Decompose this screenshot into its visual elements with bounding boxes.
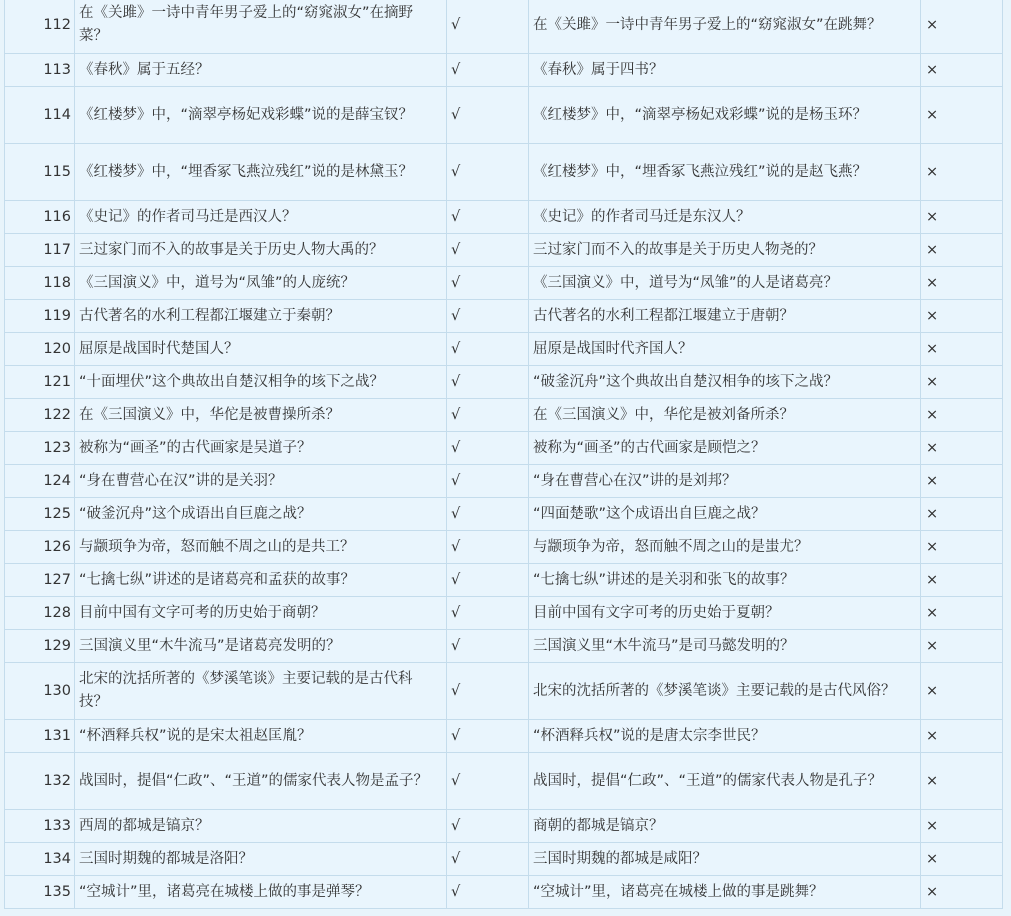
false-statement: 三国时期魏的都城是咸阳？ [529, 843, 921, 876]
false-statement: 《三国演义》中，道号为“凤雏”的人是诸葛亮？ [529, 267, 921, 300]
check-mark: √ [447, 333, 529, 366]
table-row [5, 630, 1003, 663]
true-statement: “破釜沉舟”这个成语出自巨鹿之战？ [75, 498, 447, 531]
table-row [5, 432, 1003, 465]
false-statement: “破釜沉舟”这个典故出自楚汉相争的垓下之战？ [529, 366, 921, 399]
cross-mark: × [921, 753, 1003, 810]
true-statement: 三过家门而不入的故事是关于历史人物大禹的？ [75, 234, 447, 267]
false-statement: 《春秋》属于四书？ [529, 54, 921, 87]
row-number: 113 [5, 54, 75, 87]
false-statement: 古代著名的水利工程都江堰建立于唐朝？ [529, 300, 921, 333]
check-mark: √ [447, 630, 529, 663]
check-mark: √ [447, 498, 529, 531]
check-mark: √ [447, 663, 529, 720]
check-mark: √ [447, 810, 529, 843]
cross-mark: × [921, 300, 1003, 333]
false-statement: 三国演义里“木牛流马”是司马懿发明的？ [529, 630, 921, 663]
table-row [5, 663, 1003, 720]
cross-mark: × [921, 843, 1003, 876]
cross-mark: × [921, 0, 1003, 54]
table-row [5, 753, 1003, 810]
false-statement: 三过家门而不入的故事是关于历史人物尧的？ [529, 234, 921, 267]
cross-mark: × [921, 720, 1003, 753]
check-mark: √ [447, 144, 529, 201]
false-statement: 北宋的沈括所著的《梦溪笔谈》主要记载的是古代风俗？ [529, 663, 921, 720]
row-number: 135 [5, 876, 75, 909]
true-statement: 北宋的沈括所著的《梦溪笔谈》主要记载的是古代科技？ [75, 663, 447, 720]
row-number: 134 [5, 843, 75, 876]
cross-mark: × [921, 432, 1003, 465]
table-row [5, 498, 1003, 531]
true-statement: 屈原是战国时代楚国人？ [75, 333, 447, 366]
check-mark: √ [447, 399, 529, 432]
check-mark: √ [447, 87, 529, 144]
check-mark: √ [447, 366, 529, 399]
table-row [5, 597, 1003, 630]
cross-mark: × [921, 366, 1003, 399]
true-statement: 被称为“画圣”的古代画家是吴道子？ [75, 432, 447, 465]
true-statement: “十面埋伏”这个典故出自楚汉相争的垓下之战？ [75, 366, 447, 399]
quiz-table [4, 0, 1003, 909]
false-statement: “空城计”里，诸葛亮在城楼上做的事是跳舞？ [529, 876, 921, 909]
true-statement: 目前中国有文字可考的历史始于商朝？ [75, 597, 447, 630]
check-mark: √ [447, 720, 529, 753]
cross-mark: × [921, 234, 1003, 267]
false-statement: “身在曹营心在汉”讲的是刘邦？ [529, 465, 921, 498]
true-statement: 《三国演义》中，道号为“凤雏”的人庞统？ [75, 267, 447, 300]
row-number: 125 [5, 498, 75, 531]
table-row [5, 333, 1003, 366]
false-statement: 在《关雎》一诗中青年男子爱上的“窈窕淑女”在跳舞？ [529, 0, 921, 54]
cross-mark: × [921, 333, 1003, 366]
false-statement: “杯酒释兵权”说的是唐太宗李世民？ [529, 720, 921, 753]
table-row [5, 366, 1003, 399]
table-row [5, 54, 1003, 87]
true-statement: “杯酒释兵权”说的是宋太祖赵匡胤？ [75, 720, 447, 753]
true-statement: 与颛顼争为帝，怒而触不周之山的是共工？ [75, 531, 447, 564]
cross-mark: × [921, 267, 1003, 300]
true-statement: 古代著名的水利工程都江堰建立于秦朝？ [75, 300, 447, 333]
true-statement: 三国演义里“木牛流马”是诸葛亮发明的？ [75, 630, 447, 663]
false-statement: 在《三国演义》中，华佗是被刘备所杀？ [529, 399, 921, 432]
row-number: 124 [5, 465, 75, 498]
table-row [5, 234, 1003, 267]
table-row [5, 267, 1003, 300]
check-mark: √ [447, 753, 529, 810]
cross-mark: × [921, 498, 1003, 531]
table-row [5, 87, 1003, 144]
false-statement: 《史记》的作者司马迁是东汉人？ [529, 201, 921, 234]
false-statement: 战国时，提倡“仁政”、“王道”的儒家代表人物是孔子？ [529, 753, 921, 810]
table-row [5, 531, 1003, 564]
row-number: 131 [5, 720, 75, 753]
cross-mark: × [921, 54, 1003, 87]
table-row [5, 201, 1003, 234]
check-mark: √ [447, 564, 529, 597]
table-row [5, 144, 1003, 201]
cross-mark: × [921, 144, 1003, 201]
true-statement: “身在曹营心在汉”讲的是关羽？ [75, 465, 447, 498]
true-statement: 在《关雎》一诗中青年男子爱上的“窈窕淑女”在摘野菜？ [75, 0, 447, 54]
check-mark: √ [447, 597, 529, 630]
cross-mark: × [921, 630, 1003, 663]
true-statement: 三国时期魏的都城是洛阳？ [75, 843, 447, 876]
row-number: 116 [5, 201, 75, 234]
row-number: 123 [5, 432, 75, 465]
row-number: 132 [5, 753, 75, 810]
cross-mark: × [921, 399, 1003, 432]
false-statement: 《红楼梦》中，“埋香冢飞燕泣残红”说的是赵飞燕？ [529, 144, 921, 201]
cross-mark: × [921, 201, 1003, 234]
cross-mark: × [921, 564, 1003, 597]
false-statement: 《红楼梦》中，“滴翠亭杨妃戏彩蝶”说的是杨玉环？ [529, 87, 921, 144]
table-row [5, 720, 1003, 753]
row-number: 122 [5, 399, 75, 432]
cross-mark: × [921, 531, 1003, 564]
check-mark: √ [447, 465, 529, 498]
true-statement: 西周的都城是镐京？ [75, 810, 447, 843]
row-number: 117 [5, 234, 75, 267]
true-statement: “空城计”里，诸葛亮在城楼上做的事是弹琴？ [75, 876, 447, 909]
table-row [5, 300, 1003, 333]
row-number: 128 [5, 597, 75, 630]
row-number: 121 [5, 366, 75, 399]
check-mark: √ [447, 267, 529, 300]
cross-mark: × [921, 663, 1003, 720]
true-statement: 战国时，提倡“仁政”、“王道”的儒家代表人物是孟子？ [75, 753, 447, 810]
false-statement: “七擒七纵”讲述的是关羽和张飞的故事？ [529, 564, 921, 597]
cross-mark: × [921, 465, 1003, 498]
true-statement: 在《三国演义》中，华佗是被曹操所杀？ [75, 399, 447, 432]
row-number: 126 [5, 531, 75, 564]
check-mark: √ [447, 54, 529, 87]
false-statement: 与颛顼争为帝，怒而触不周之山的是蚩尤？ [529, 531, 921, 564]
quiz-table-body [5, 0, 1003, 909]
table-row [5, 465, 1003, 498]
row-number: 130 [5, 663, 75, 720]
table-row [5, 810, 1003, 843]
cross-mark: × [921, 876, 1003, 909]
true-statement: 《史记》的作者司马迁是西汉人？ [75, 201, 447, 234]
cross-mark: × [921, 87, 1003, 144]
check-mark: √ [447, 0, 529, 54]
check-mark: √ [447, 300, 529, 333]
false-statement: 目前中国有文字可考的历史始于夏朝？ [529, 597, 921, 630]
false-statement: 被称为“画圣”的古代画家是顾恺之？ [529, 432, 921, 465]
false-statement: “四面楚歌”这个成语出自巨鹿之战？ [529, 498, 921, 531]
row-number: 127 [5, 564, 75, 597]
check-mark: √ [447, 876, 529, 909]
row-number: 133 [5, 810, 75, 843]
check-mark: √ [447, 201, 529, 234]
row-number: 129 [5, 630, 75, 663]
table-row [5, 0, 1003, 54]
table-row [5, 399, 1003, 432]
false-statement: 屈原是战国时代齐国人？ [529, 333, 921, 366]
check-mark: √ [447, 432, 529, 465]
row-number: 114 [5, 87, 75, 144]
row-number: 118 [5, 267, 75, 300]
true-statement: 《红楼梦》中，“埋香冢飞燕泣残红”说的是林黛玉？ [75, 144, 447, 201]
true-statement: “七擒七纵”讲述的是诸葛亮和孟获的故事？ [75, 564, 447, 597]
row-number: 115 [5, 144, 75, 201]
cross-mark: × [921, 810, 1003, 843]
table-row [5, 843, 1003, 876]
cross-mark: × [921, 597, 1003, 630]
true-statement: 《红楼梦》中，“滴翠亭杨妃戏彩蝶”说的是薛宝钗？ [75, 87, 447, 144]
check-mark: √ [447, 843, 529, 876]
true-statement: 《春秋》属于五经？ [75, 54, 447, 87]
row-number: 120 [5, 333, 75, 366]
row-number: 112 [5, 0, 75, 54]
table-row [5, 564, 1003, 597]
false-statement: 商朝的都城是镐京？ [529, 810, 921, 843]
check-mark: √ [447, 234, 529, 267]
row-number: 119 [5, 300, 75, 333]
check-mark: √ [447, 531, 529, 564]
table-row [5, 876, 1003, 909]
